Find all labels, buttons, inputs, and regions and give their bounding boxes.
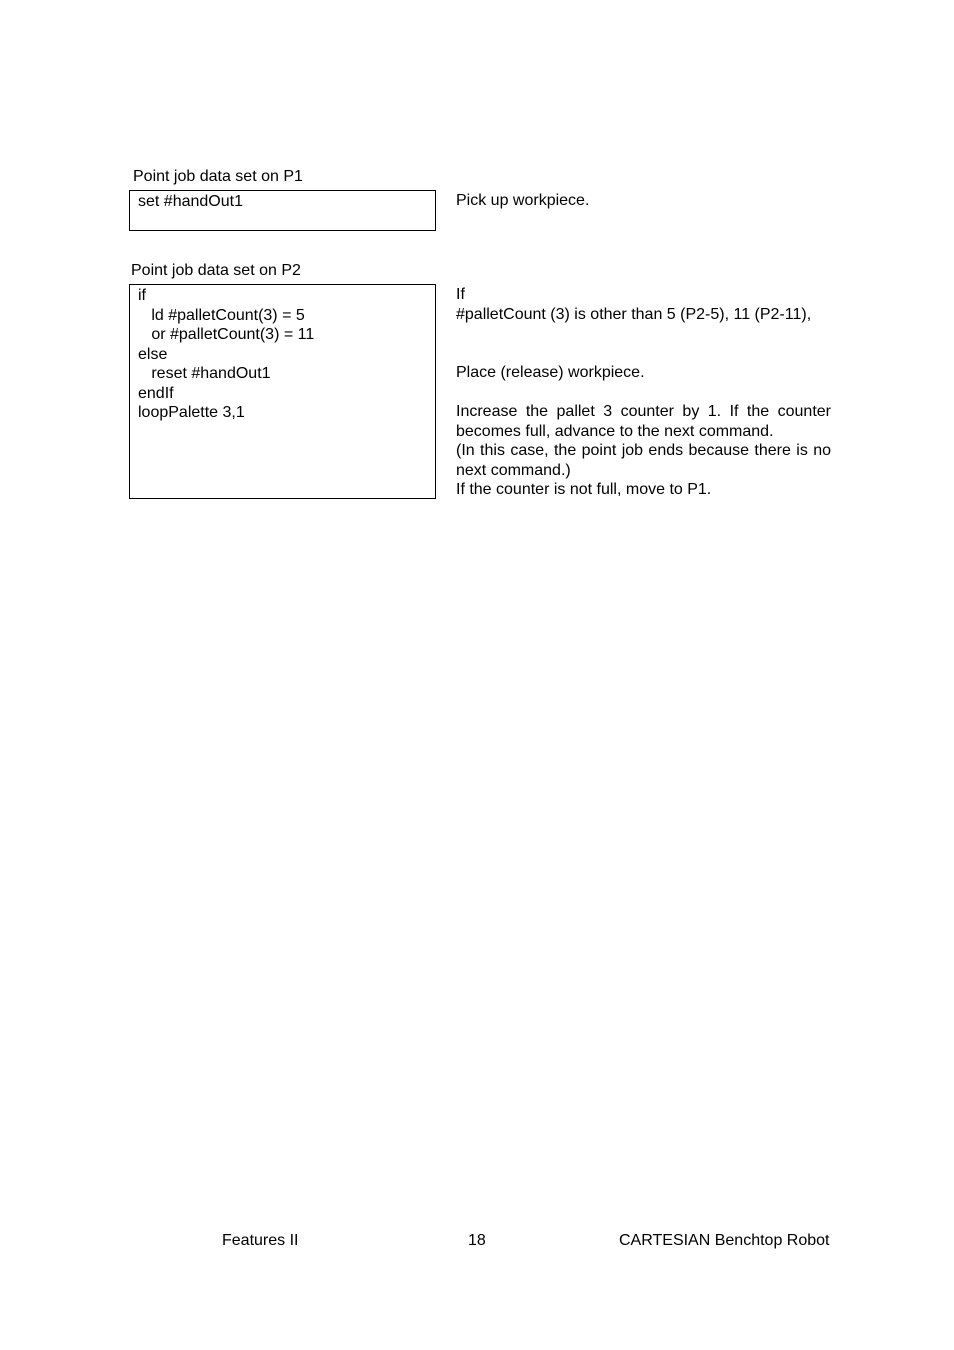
code-line-ld: ld #palletCount(3) = 5 (138, 306, 305, 324)
code-line-endif: endIf (138, 384, 174, 402)
p1-description: Pick up workpiece. (456, 192, 590, 209)
p2-desc-loop-line-1: Increase the pallet 3 counter by 1. If the counter becomes full, advance to the next command. (456, 403, 831, 440)
p2-desc-if: If (456, 286, 465, 303)
p1-caption: Point job data set on P1 (133, 168, 303, 185)
p1-code-box (129, 190, 436, 231)
code-line-or: or #palletCount(3) = 11 (138, 326, 315, 343)
p2-desc-loop-line-3: If the counter is not full, move to P1. (456, 481, 712, 498)
footer-section-name: Features II (222, 1232, 299, 1249)
p1-code-line: set #handOut1 (138, 193, 243, 210)
p2-desc-condition: #palletCount (3) is other than 5 (P2-5), 11 (P2-11), (456, 305, 812, 323)
p2-caption: Point job data set on P2 (131, 262, 301, 279)
code-line-else: else (138, 345, 168, 363)
p2-desc-place: Place (release) workpiece. (456, 364, 645, 381)
code-line-if: if (138, 287, 146, 304)
code-line-reset: reset #handOut1 (138, 365, 271, 382)
p2-desc-loop (456, 402, 831, 500)
p2-desc-loop-line-2: (In this case, the point job ends because there is no next command.) (456, 442, 831, 479)
p2-code-box (129, 284, 436, 499)
footer-product-name: CARTESIAN Benchtop Robot (619, 1232, 830, 1249)
code-line-looppalette: loopPalette 3,1 (138, 404, 245, 421)
footer-page-number: 18 (468, 1232, 486, 1249)
